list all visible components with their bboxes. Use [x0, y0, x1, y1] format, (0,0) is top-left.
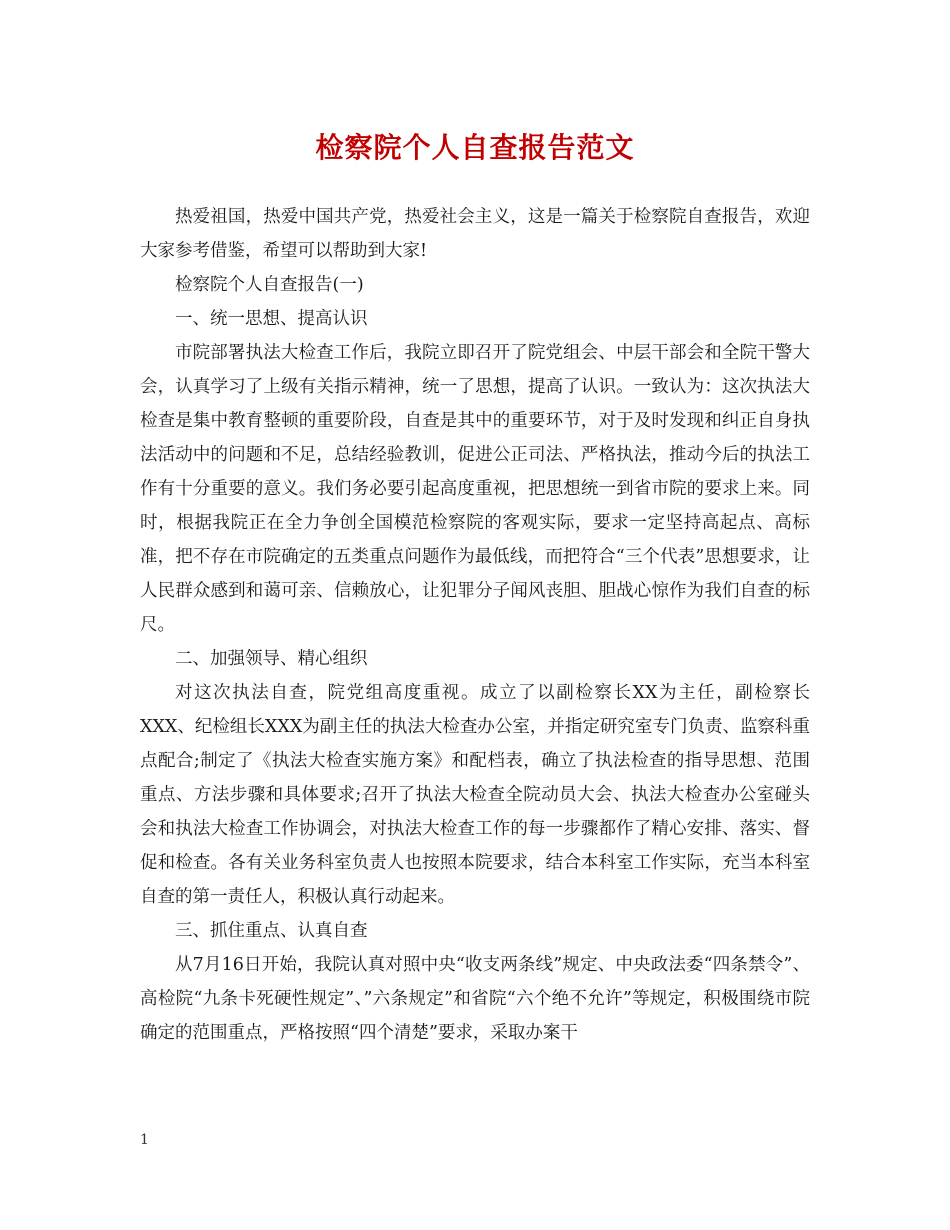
document-body	[140, 200, 810, 1050]
section-heading-1: 一、统一思想、提高认识	[175, 309, 368, 329]
section-heading-2: 二、加强领导、精心组织	[175, 649, 368, 669]
section-paragraph-3: 从7月16日开始，我院认真对照中央“收支两条线”规定、中央政法委“四条禁令”、高检院“九条卡死硬性规定”、”六条规定”和省院“六个绝不允许”等规定，积极围绕市院确定的范围重点，严格按照“四个清楚”要求，采取办案干	[140, 955, 810, 1043]
report-subtitle: 检察院个人自查报告(一)	[175, 275, 364, 295]
document-title: 检察院个人自查报告范文	[315, 131, 635, 164]
page-number: 1	[140, 1132, 149, 1148]
section-paragraph-1: 市院部署执法大检查工作后，我院立即召开了院党组会、中层干部会和全院干警大会，认真学习了上级有关指示精神，统一了思想，提高了认识。一致认为：这次执法大检查是集中教育整顿的重要阶段，自查是其中的重要环节，对于及时发现和纠正自身执法活动中的问题和不足，总结经验教训，促进公正司法、严格执法，推动今后的执法工作有十分重要的意义。我们务必要引起高度重视，把思想统一到省市院的要求上来。同时，根据我院正在全力争创全国模范检察院的客观实际，要求一定坚持高起点、高标准，把不存在市院确定的五类重点问题作为最低线，而把符合“三个代表”思想要求，让人民群众感到和蔼可亲、信赖放心，让犯罪分子闻风丧胆、胆战心惊作为我们自查的标尺。	[140, 343, 810, 635]
intro-paragraph: 热爱祖国，热爱中国共产党，热爱社会主义，这是一篇关于检察院自查报告，欢迎大家参考借鉴，希望可以帮助到大家!	[140, 207, 810, 261]
section-paragraph-2: 对这次执法自查，院党组高度重视。成立了以副检察长XX为主任，副检察长XXX、纪检组长XXX为副主任的执法大检查办公室，并指定研究室专门负责、监察科重点配合;制定了《执法大检查实施方案》和配档表，确立了执法检查的指导思想、范围重点、方法步骤和具体要求;召开了执法大检查全院动员大会、执法大检查办公室碰头会和执法大检查工作协调会，对执法大检查工作的每一步骤都作了精心安排、落实、督促和检查。各有关业务科室负责人也按照本院要求，结合本科室工作实际，充当本科室自查的第一责任人，积极认真行动起来。	[140, 683, 810, 907]
section-heading-3: 三、抓住重点、认真自查	[175, 921, 368, 941]
